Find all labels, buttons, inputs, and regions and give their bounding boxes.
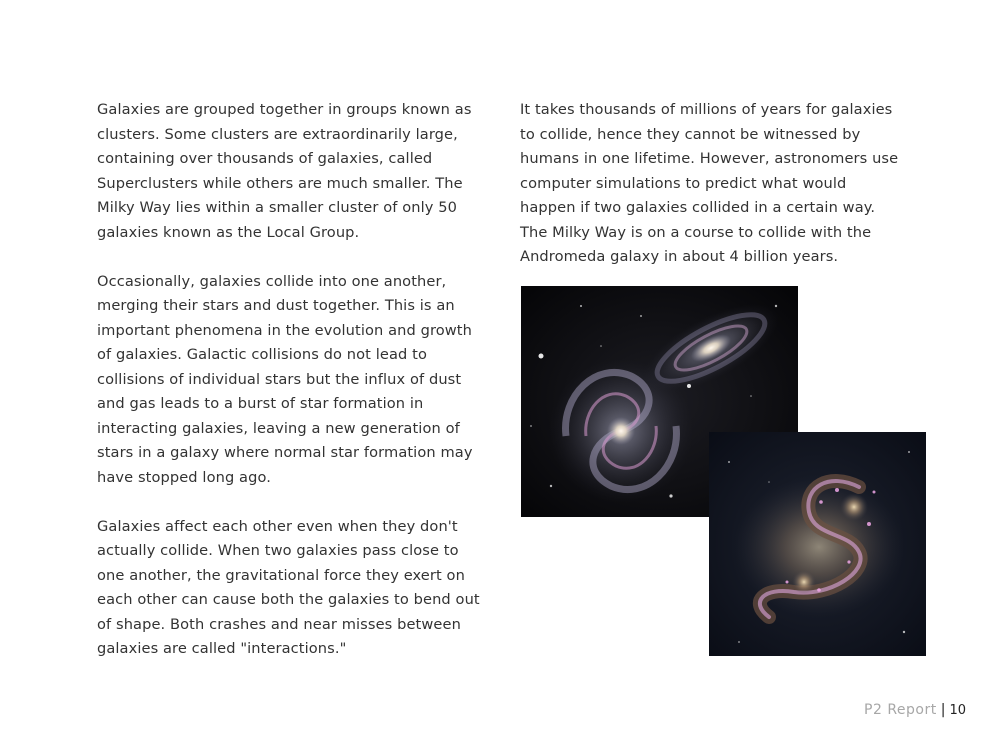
paragraph-galaxy-clusters: Galaxies are grouped together in groups known as clusters. Some clusters are extraordinarily large, containing over thousands of galaxies, called Superclusters while others are much smaller. The Milky Way lies within a smaller cluster of only 50 galaxies known as the Local Group.	[97, 101, 472, 241]
paragraph-galaxy-interactions: Galaxies affect each other even when they don't actually collide. When two galaxies pass close to one another, the gravitational force they exert on each other can cause both the galaxies to bend out of shape. Both crashes and near misses between galaxies are called "interactions."	[97, 517, 480, 657]
page-number: 10	[949, 703, 966, 718]
page-footer	[864, 700, 966, 721]
report-name: P2 Report	[864, 702, 937, 718]
paragraph-galaxy-collisions: Occasionally, galaxies collide into one another, merging their stars and dust together. This is an important phenomena in the evolution and growth of galaxies. Galactic collisions do not lead to collisions of individual stars but the influx of dust and gas leads to a burst of star formation in interacting galaxies, leaving a new generation of stars in a galaxy where normal star formation may have stopped long ago.	[97, 272, 473, 486]
left-text-column	[97, 98, 489, 686]
footer-separator: |	[940, 702, 946, 718]
right-text-column	[520, 98, 905, 294]
paragraph-collision-timescale: It takes thousands of millions of years for galaxies to collide, hence they cannot be witnessed by humans in one lifetime. However, astronomers use computer simulations to predict what would happen if two galaxies collided in a certain way. The Milky Way is on a course to collide with the Andromeda galaxy in about 4 billion years.	[520, 101, 899, 265]
colliding-galaxies-image	[709, 432, 926, 656]
